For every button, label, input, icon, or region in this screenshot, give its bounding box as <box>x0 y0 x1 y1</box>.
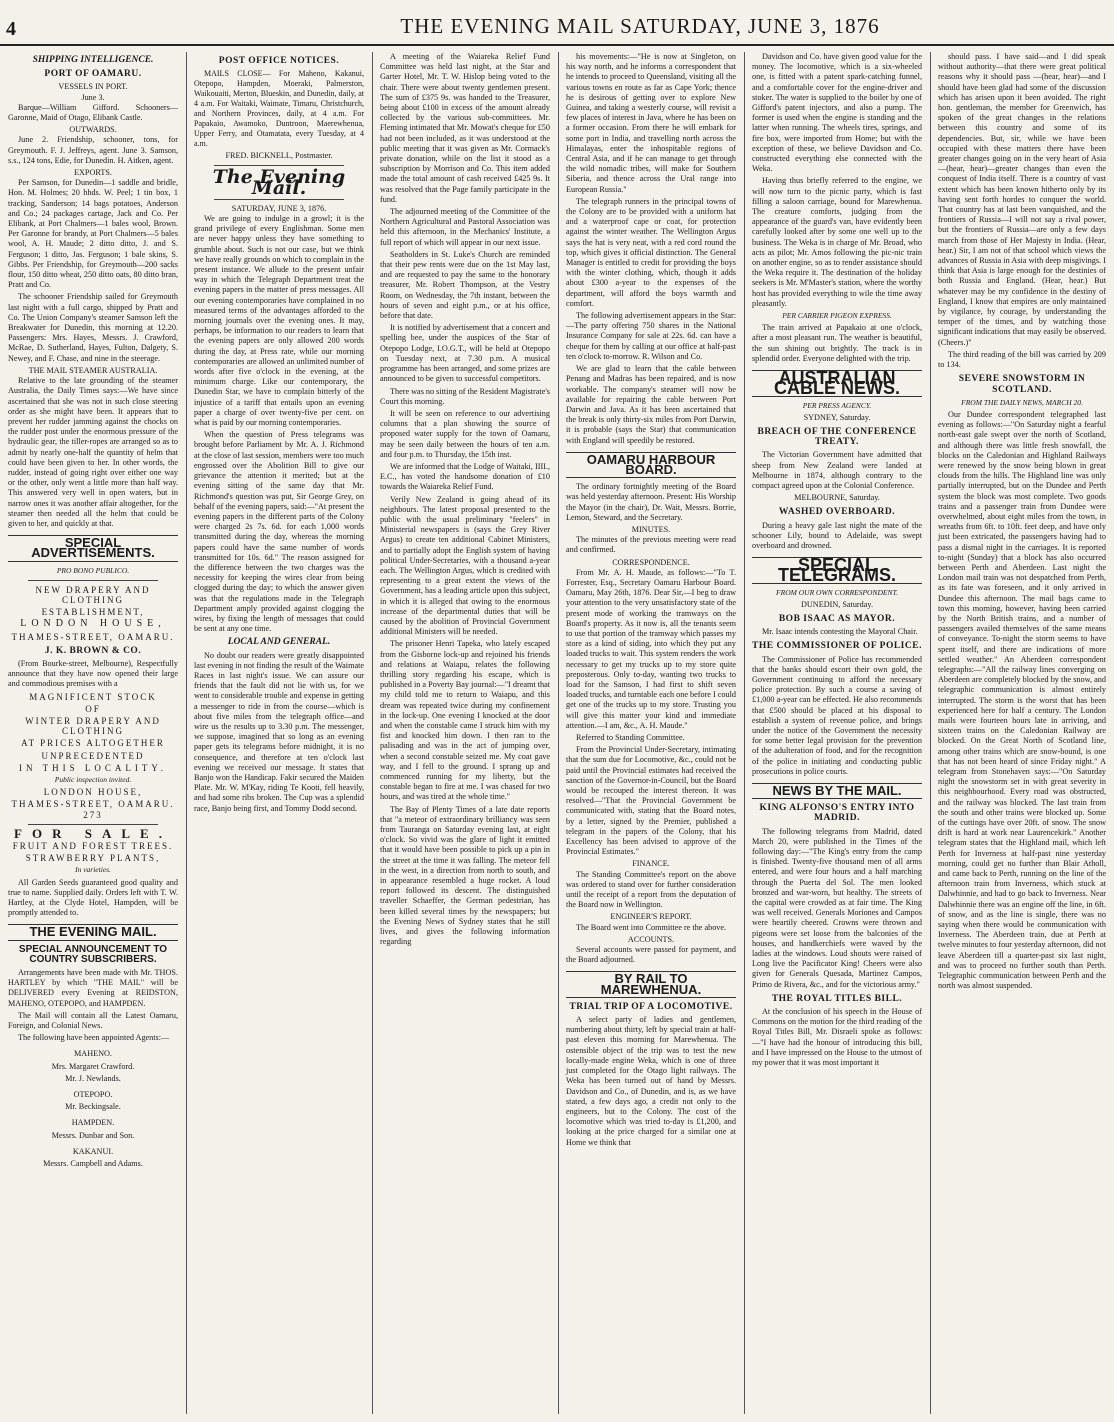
alfonso-paragraph: The following telegrams from Madrid, dated March 20, were published in the Times of the following day:—"The King's entry from the camp is finished. Twenty-five thousand men of all arms entered, and were four hours and a half marching through the Puerta del Sol. The men looked bronzed and war-worn, but healthy. The streets of the capital were crowded as at fair time. The King was well received. Generals Moriones and Campos were heartily cheered. Crowns were thrown and pigeons were set loose from the balconies of the houses, and handkerchiefs were waved by the ladies at the windows. Loud shouts were raised of Long live the Pacificator King! Cheers were also given for Generals Quesada, Martinez Campos, Primo de Rivera, &c., and for the victorious army." <box>752 826 922 989</box>
bob-isaac-title: BOB ISAAC AS MAYOR. <box>778 613 896 624</box>
agent-place: HAMPDEN. <box>71 1118 115 1128</box>
washed-title: WASHED OVERBOARD. <box>778 507 896 518</box>
drapery-line-1: NEW DRAPERY AND CLOTHING <box>35 584 151 605</box>
harbour-board-banner: OAMARU HARBOUR BOARD. <box>566 452 736 478</box>
pigeon-title: PER CARRIER PIGEON EXPRESS. <box>782 311 892 321</box>
magnificent-stock: MAGNIFICENT STOCK <box>29 691 157 702</box>
post-office-notice: MAILS CLOSE— For Maheno, Kakanui, Otepopo, Hampden, Moeraki, Palmerston, Waikouaiti, Merton, Blueskin, and Dunedin, daily, at 4 a.m. For Waitaki, Waimate, Timaru, Christchurch, and Northern Provinces, daily, at 4 a.m. For Papakaio, Awamoko, Duntroon, Maerewhenua, Upper Ferry, and Otamatata, every Tuesday, at 4 a.m. <box>194 69 364 149</box>
agent-name: Mr. Beckingsale. <box>65 1102 121 1112</box>
engineer-paragraph: The Board went into Committee re the above. <box>576 922 727 932</box>
column-3 <box>376 52 554 1414</box>
column-rule <box>930 52 931 1414</box>
cable-news-banner: AUSTRALIAN CABLE NEWS. <box>752 370 922 396</box>
column-5 <box>748 52 926 1414</box>
divider <box>28 580 158 581</box>
traveller-paragraph: his movements:—"He is now at Singleton, on his way north, and he informs a correspondent that he intends to proceed to Queensland, visiting all the various towns en route as far as Cape York; thence he is desirous of getting over to explore New Guinea, and taking a westerly course, will revisit a few places of interest in Java, where he has been on a former occasion. From there he will embark for some port in India, and travelling north across the Himalayas, enter the inhospitable regions of Central Asia, and if he can manage to get through the wild nomadic tribes, will make for Southern Siberia, and thence across the Ural range into European Russia." <box>566 52 736 194</box>
picnic-paragraph: Having thus briefly referred to the engine, we will now turn to the picnic party, which is fast filling a saloon carriage, bound for Marewhenua. The creature comforts, judging from the appearance of the guard's van, have evidently been carefully looked after by some one well up to the business. The Weka is in charge of Mr. Broad, who acts as pilot; Mr. Amos following the pic-nic train on another engine, so as to render assistance should the Weka require it. The destination of the holiday seekers is Mr. M'Master's station, where the worthy host has provided everything to wile the time away pleasantly. <box>752 176 922 308</box>
dunedin-dateline: DUNEDIN, Saturday. <box>800 599 873 609</box>
exports-list: Per Samson, for Dunedin—1 saddle and bridle, Hon. M. Holmes; 20 hhds. W. Peel; 1 tin box, 1 tracking, Sanderson; 14 bags potatoes, Anderson and Co.; 24 packages cartage, Jack and Co. Per Elibank, at Port Chalmers—1 bales wool, Brown. Per Garonne for brandy, at Port Chalmers—5 bales wool, A. H. Maude; 2 ditto ditto, J. and S. Ferguson; 1 ditto, Jas. Ferguson; 1 bale skins, S. Gibbs. Per Friendship, for Greymouth—200 sacks flour, 150 ditto wheat, 250 ditto oats, 80 ditto bran, Pratt and Co. <box>8 178 178 290</box>
thames-street-2: THAMES-STREET, OAMARU. 273 <box>11 799 175 820</box>
accounts-title: ACCOUNTS. <box>627 934 675 944</box>
cable-paragraph: We are glad to learn that the cable between Penang and Madras has been repaired, and is now workable. The company's steamer will now be available for repairing the cable between Port Darwin and Java. As it has been ascertained that the break is only thirty-six miles from Port Darwin, it is probable (says the Star) that communication with England will speedily be restored. <box>566 364 736 445</box>
masthead <box>0 0 1114 46</box>
church-paragraph: Seatholders in St. Luke's Church are reminded that their pew rents were due on the 1st May last, and are requested to pay the same to the honorary treasurer, Mr. Robert Thompson, at the Vestry Room, on Wednesday, the 7th instant, between the hours of seven and eight p.m., or at his office, before that date. <box>380 249 550 321</box>
lodge-paragraph: We are informed that the Lodge of Waitaki, IIII., E.C., has voted the handsome donation of £10 towards the Waiareka Relief Fund. <box>380 461 550 492</box>
winter-drapery: WINTER DRAPERY AND CLOTHING <box>25 715 161 737</box>
royal-titles-paragraph: At the conclusion of his speech in the House of Commons on the motion for the third reading of the Royal Titles Bill, Mr. Disraeli spoke as follows:—"I have had the honour of introducing this bill, and I have impressed on the House to the utmost of my power that it was most important it <box>752 1007 922 1068</box>
paper-masthead: The Evening Mail. <box>212 166 346 199</box>
column-rule <box>744 52 745 1414</box>
editorial-date: SATURDAY, JUNE 3, 1876. <box>231 203 327 213</box>
exports-title: EXPORTS. <box>74 168 112 178</box>
agent-place: OTEPOPO. <box>73 1090 113 1100</box>
washed-paragraph: During a heavy gale last night the mate of the schooner Lily, bound to Adelaide, was swept overboard and drowned. <box>752 520 922 550</box>
breach-paragraph: The Victorian Government have admitted that sheep from New Zealand were landed at Melbourne in 1874, although contrary to the compact agreed upon at the Colonial Conference. <box>752 450 922 490</box>
news-mail-banner: NEWS BY THE MAIL. <box>752 783 922 799</box>
breach-title: BREACH OF THE CONFERENCE TREATY. <box>757 426 917 448</box>
agricultural-paragraph: The adjourned meeting of the Committee of the Northern Agricultural and Pastoral Association was held this afternoon, in the Mechanics' Institute, a full report of which will appear in our next issue. <box>380 207 550 247</box>
in-this-locality: IN THIS LOCALITY. <box>19 762 167 773</box>
for-sale: FOR SALE. <box>14 825 172 841</box>
pro-bono: PRO BONO PUBLICO. <box>56 565 130 575</box>
agent-name: Mr. J. Newlands. <box>65 1073 121 1083</box>
prisoner-paragraph: The prisoner Henri Tapeka, who lately escaped from the Gisborne lock-up and rejoined his friends and relations at Waiapu, relates the following thrilling story regarding his escape, which is published in a Poverty Bay journal:—"I dreamt that my child told me to return to Waiapu, and this dream was repeated twice during my confinement in the lock-up. One evening I knocked at the door and when the constable came I struck him with my fist and knocked him down. I then ran to the palisading and was in the act of jumping over, when a second constable seized me. My coat gave way, and I fell to the ground. I sprang up and commenced running for my liberty, but the constable began to fire at me. I was chased for two hours, and was tired at the whole time." <box>380 639 550 802</box>
brown-paragraph: (From Bourke-street, Melbourne), Respectfully announce that they have now opened their large and commodious premises with a <box>8 658 178 689</box>
police-title: THE COMMISSIONER OF POLICE. <box>752 641 922 652</box>
port-title: PORT OF OAMARU. <box>44 69 142 80</box>
special-ads-banner: SPECIAL ADVERTISEMENTS. <box>8 535 178 561</box>
fruit-trees: FRUIT AND FOREST TREES. <box>12 841 174 852</box>
royal-titles-title: THE ROYAL TITLES BILL. <box>771 993 903 1004</box>
column-1 <box>4 52 182 1414</box>
postmaster: FRED. BICKNELL, Postmaster. <box>225 151 333 161</box>
in-varieties: In varieties. <box>75 865 111 875</box>
vessels-title: VESSELS IN PORT. <box>58 82 128 92</box>
column-6 <box>934 52 1110 1414</box>
of-line: OF <box>85 703 101 714</box>
mail-steamer-title: THE MAIL STEAMER AUSTRALIA. <box>28 365 158 375</box>
shipping-title: SHIPPING INTELLIGENCE. <box>32 55 154 65</box>
special-telegrams-banner: SPECIAL TELEGRAMS. <box>752 557 922 583</box>
post-office-title: POST OFFICE NOTICES. <box>218 56 340 66</box>
snowstorm-title: SEVERE SNOWSTORM IN SCOTLAND. <box>958 374 1086 395</box>
london-house-2: LONDON HOUSE, <box>43 787 143 798</box>
column-4 <box>562 52 740 1414</box>
announcement-banner: SPECIAL ANNOUNCEMENT TO COUNTRY SUBSCRIBERS. <box>18 943 168 965</box>
rail-banner: BY RAIL TO MAREWHENUA. <box>566 971 736 997</box>
insurance-paragraph: The following advertisement appears in the Star:—The party offering 750 shares in the National Insurance Company for sale at 22s. 6d. can have a cheque for them by calling at our office at half-past ten o'clock to-morrow. R. Wilson and Co. <box>566 311 736 361</box>
london-house: LONDON HOUSE, <box>20 618 166 630</box>
arrangements: Arrangements have been made with Mr. THOS. HARTLEY by which "THE MAIL" will be DELIVERED every Evening at REIDSTON, MAHENO, OTEPOPO, and HAMPDEN. <box>8 968 178 1008</box>
bob-isaac-paragraph: Mr. Isaac intends contesting the Mayoral Chair. <box>762 627 918 637</box>
thames-street: THAMES-STREET, OAMARU. <box>11 631 175 642</box>
referred-line: Referred to Standing Committee. <box>576 733 685 742</box>
divider <box>214 199 344 200</box>
vessels-list: Barque—William Gifford. Schooners—Garonne, Maid of Otago, Elibank Castle. <box>8 102 178 123</box>
following-agents: The following have been appointed Agents:— <box>18 1033 170 1043</box>
outwards-list: June 2. Friendship, schooner, tons, for Greymouth. F. J. Jeffreys, agent. June 3. Samson, s.s., 124 tons, Edie, for Dunedin. H. Aitken, agent. <box>8 135 178 165</box>
telegraph-runners-paragraph: The telegraph runners in the principal towns of the Colony are to be provided with a uniform hat and a waterproof cape or coat, for protection against the winter weather. The Wellington Argus says the hat is very neat, with a red cord round the top, which gives it official distinction. The General Manager is entitled to credit for providing the boys with the winter clothing, which, though it adds about £300 a-year to the expenses of the department, will afford the boys warmth and comfort. <box>566 196 736 308</box>
court-paragraph: There was no sitting of the Resident Magistrate's Court this morning. <box>380 386 550 406</box>
column-rule <box>372 52 373 1414</box>
ministers-paragraph: Verily New Zealand is going ahead of its neighbours. The latest proposal presented to the public with the usual preliminary "feelers" in Ministerial newspapers is (says the Grey River Argus) to create ten additional Cabinet Ministers, and to partially adopt the English system of having political Under-Secretaries, with a thousand a-year each. The Wellington Argus, which is credited with representing to a great extent the views of the Government, has a leading article upon this subject, in which it is alleged that owing to the enormous increase of the departmental duties that will be caused by the abolition of Provincial Government additional Ministers will be needed. <box>380 494 550 637</box>
garden-seeds: All Garden Seeds guaranteed good quality and true to name. Supplied daily. Orders left with T. W. Hartley, at the Clyde Hotel, Hampden, will be promptly attended to. <box>8 877 178 918</box>
snowstorm-source: FROM THE DAILY NEWS, MARCH 20. <box>961 397 1083 407</box>
disraeli-paragraph: should pass. I have said—and I did speak without authority—that there were great political reasons why it should pass —(hear, hear)—and I should have been glad had some of the discussion which has arisen upon it been avoided. The right hon. gentleman, the member for Greenwich, has spoken of the great changes in the relations between this country and some of its dependencies. But, sir, while we have been occupied with these matters there have been greater changes going on in the very heart of Asia—(hear, hear)—greater changes than even the conquest of India itself. There is a country of vast extent which has been known hitherto only by its having sent forth hordes to conquer the world. That country has at last been vanquished, and the frontiers of Russia—I will not say a rival power, but the frontiers of Russia—are only a few days march from those of Her Majesty in India. (Hear, hear.) Sir, I am not of that school which views the advances of Russia in Asia with deep misgivings. I think that Asia is large enough for the destinies of both Russia and England. (Hear, hear.) But whatever may be my confidence in the destiny of England, I know that empires are only maintained by vigilance, by courage, by understanding the temper of the times, and by watching those significant indications that may easily be observed. (Cheers.)" <box>938 52 1106 347</box>
schooner-paragraph: The schooner Friendship sailed for Greymouth last night with a full cargo, shipped by Pratt and Co. The Union Company's steamer Samson left the Breakwater for Dunedin, this morning at 12.20. Passengers: Mrs. Hayes, Messrs. J. Crawford, McRae, D. Sutherland, Hayes, Fulton, Dalgety, S. Newey, and F. Chase, and nine in the steerage. <box>8 292 178 363</box>
editorial-paragraph: We are going to indulge in a growl; it is the grand privilege of every Englishman. Some men are never happy unless they have something to grumble about. Such is not our case, but we think we have really grounds on which to complain in the present instance. We allude to the present unfair way in which the Telegraph Department treat the evening papers in the matter of press messages. All our evening contemporaries have complained in no measured terms of the advantages afforded to the morning journals over the evening ones. It may, perhaps, be information to our readers to learn that the evening papers are only allowed 200 words during the day, at Press rate, while our morning contemporaries are allowed an unlimited number of words after five o'clock in the evening, at the minimum charge. Like our contemporary, the Dunedin Star, we have to complain bitterly of the injustice of a tariff that entails upon an evening paper a charge of over twenty-five per cent. on what is paid by our morning contemporaries. <box>194 214 364 428</box>
press-agency: PER PRESS AGENCY. <box>802 400 872 410</box>
evening-mail-banner: THE EVENING MAIL. <box>8 924 178 940</box>
agent-place: MAHENO. <box>74 1049 112 1059</box>
third-reading-paragraph: The third reading of the bill was carried by 209 to 134. <box>938 349 1106 370</box>
column-2 <box>190 52 368 1414</box>
locomotive-paragraph: Davidson and Co. have given good value for the money. The locomotive, which is a six-wheeled one, is fitted with a patent spark-catching funnel, and a comfortable cover for the engine-driver and stoker. The water is supplied to the boiler by one of Gifford's patent injectors, and also a pump. The former is used when the engine is standing and the latter when running. The wheels tires, springs, and fire box, were imported from Home; but with the exception of these, we believe Davidson and Co. constructed everything else connected with the Weka. <box>752 52 922 174</box>
page-number: 4 <box>6 18 16 40</box>
public-inspection: Public inspection invited. <box>54 775 132 784</box>
newspaper-headline: THE EVENING MAIL SATURDAY, JUNE 3, 1876 <box>400 14 880 38</box>
mail-steamer-paragraph: Relative to the late grounding of the steamer Australia, the Daily Times says:—We have since ascertained that she was not in such close steering order as she might have been. It appears that to prevent her rudder jamming against the chocks on the rudder post under the enormous pressure of the hydraulic gear, the tiller-ropes are arranged so as to admit by nearly one-half the quantity of helm that could have been given to her. In other words, the rudder, instead of going right over either one way or the other, only went a little more than half way. This answered very well in open waters, but in narrow ones it was another affair altogether, for the steamer then needed all the helm that could be given to her, and quickly at that. <box>8 376 178 528</box>
local-general-title: LOCAL AND GENERAL. <box>227 637 331 648</box>
concert-paragraph: It is notified by advertisement that a concert and spelling bee, under the auspices of the Star of Otepopo Lodge, I.O.G.T., will be held at Otepopo on Tuesday next, at 7.30 p.m. A musical programme has been arranged, and some prizes are announced to be given to successful competitors. <box>380 323 550 384</box>
brown-company: J. K. BROWN & CO. <box>44 645 142 656</box>
minutes-title: MINUTES. <box>631 524 671 534</box>
agent-name: Mrs. Margaret Crawford. <box>51 1061 135 1071</box>
at-prices: AT PRICES ALTOGETHER <box>21 738 165 749</box>
drapery-line-2: ESTABLISHMENT, <box>41 607 145 618</box>
minutes-paragraph: The minutes of the previous meeting were read and confirmed. <box>566 535 736 555</box>
accounts-paragraph: Several accounts were passed for payment, and the Board adjourned. <box>566 945 736 965</box>
agent-name: Messrs. Dunbar and Son. <box>51 1130 135 1140</box>
police-paragraph: The Commissioner of Police has recommended that the banks should escort their own gold, the Government continuing to afford the necessary police protection. By such a course a saving of £1,000 a-year can be effected. He also recommends that £500 should be placed at his disposal to establish a system of revenue police, and brings under the notice of the Government the necessity for some better legal provision for the prevention of the adulteration of food, and for the recognition of the police in initiating and conducting public prosecutions in police courts. <box>752 654 922 776</box>
outwards-title: OUTWARDS. <box>69 125 117 135</box>
trial-title: TRIAL TRIP OF A LOCOMOTIVE. <box>569 1001 733 1012</box>
vessels-date: June 3. <box>81 92 105 102</box>
column-rule <box>186 52 187 1414</box>
meteor-paragraph: The Bay of Plenty Times of a late date reports that "a meteor of extraordinary brilliancy was seen from Tauranga on Saturday evening last, at eight o'clock. So vivid was the glare of light it emitted that it would have been possible to pick up a pin in the street at the time it was falling. The meteor fell in the west, in a direction from north to south, and in appearance resembled a huge rocket. A loud report followed its descent. The distinguished traveller Schaeffer, the German pedestrian, has been killed several times by the newspapers; but the Evening News of Sydney states that he still lives, and gives the following information regarding <box>380 804 550 947</box>
agent-name: Messrs. Campbell and Adams. <box>43 1159 143 1169</box>
finance-paragraph: The Standing Committee's report on the above was ordered to stand over for further consideration until the receipt of a report from the deputation of the Board now in Wellington. <box>566 869 736 910</box>
local-paragraph: No doubt our readers were greatly disappointed last evening in not finding the result of the Waimate Races in last night's issue. We can assure our friends that the fault did not lie with us, for we went to considerable trouble and expense in getting a messenger to ride in from the course—which is about five miles from the telegraph office—and wire us the results up to 3.30 p.m. The messenger, we suppose, imagined that so long as an evening paper gets its telegrams before midnight, it is no consequence, and therefore at ten o'clock last evening we received our message. It states that Banjo won the Handicap. Fakir secured the Maiden Plate. Mr. W. M'Kay, riding Te Kooti, fell heavily, and had some ribs broken. The Cup was a splendid race, Banjo being first, and Tommy Dodd second. <box>194 650 364 813</box>
unprecedented: UNPRECEDENTED <box>41 750 145 761</box>
water-supply-paragraph: It will be seen on reference to our advertising columns that a plan showing the source of proposed water supply for the town of Oamaru, may be seen daily between the hours of ten a.m. and four p.m. to Thursday, the 15th inst. <box>380 408 550 459</box>
latest-news: The Mail will contain all the Latest Oamaru, Foreign, and Colonial News. <box>8 1010 178 1031</box>
correspondence-title: CORRESPONDENCE. <box>612 557 690 567</box>
finance-title: FINANCE. <box>632 859 670 869</box>
sydney-dateline: SYDNEY, Saturday. <box>803 412 871 422</box>
harbour-paragraph: The ordinary fortnightly meeting of the Board was held yesterday afternoon. Present: His Worship the Mayor (in the chair), Dr. Wait, Messrs. Borrie, Lemon, Steward, and the Secretary. <box>566 482 736 522</box>
divider <box>28 824 158 825</box>
editorial-paragraph: When the question of Press telegrams was brought before Parliament by Mr. A. J. Richmond at the close of last session, members were too much engrossed over the Abolition Bill to give our grievance the attention it merited; but at the evening sitting of the same day that Mr. Richmond's question was put, Sir George Grey, on behalf of the evening papers, said:—"At present the evening papers in the different parts of the Colony were charged 2s 7s. 6d. for each 1,000 words transmitted during the day, whereas the morning papers could have the same number of words transmitted for 10s. 6d." The reason assigned for the difference between the two charges was the necessity for keeping the wires clear from being clogged during the day; to which the answer given was that the regulations made in the Telegraph Department amply provided against clogging the wires, by fixing the length of messages that could be sent at any one time. <box>194 430 364 634</box>
trial-paragraph: A select party of ladies and gentlemen, numbering about thirty, left by special train at half-past eleven this morning for Marewhenua. The ostensible object of the trip was to test the new locally-made engine Weka, which is one of three just completed for the Otago light railways. The Weka has been turned out of hand by Messrs. Davidson and Co., of Dunedin, and is, as we have stated, a few days ago, a credit not only to the engineers, but to the Colony. The cost of the locomotive which was tried to-day is £1,200, and looking at the price charged for a similar one at Home we think that <box>566 1015 736 1147</box>
column-rule <box>558 52 559 1414</box>
melbourne-dateline: MELBOURNE, Saturday. <box>794 493 880 503</box>
provincial-paragraph: From the Provincial Under-Secretary, intimating that the sum due for Locomotive, &c., could not be paid until the Provincial estimates had received the sanction of the Governor-in-Council, but the Board would be recouped the interest thereon. It was resolved—"That the Provincial Government be communicated with, stating that the Board notes, by a letter, signed by the Premier, published a telegram in the papers of the Colony, that his Excellency has been advised to approve of the Provincial Estimates." <box>566 745 736 857</box>
agent-place: KAKANUI. <box>72 1146 114 1156</box>
strawberry-plants: STRAWBERRY PLANTS, <box>25 853 161 864</box>
correspondence-paragraph: From Mr. A. H. Maude, as follows:—"To T. Forrester, Esq., Secretary Oamaru Harbour Board. Oamaru, May 26th, 1876. Dear Sir,—I beg to draw your attention to the very unsatisfactory state of the present mode of working the tramways on the Board's property. As it now is, all the tenants seem to use that portion of the tramway which passes my store as a kind of siding, into which they put any loaded trucks to wait. This system renders the work necessary to get my trucks up to my store quite preposterous. Only to-day, wanting two trucks to load for the Samson, I had first to shift seven loaded trucks, and turntable each one before I could get one of the trucks up to my store. Trusting you will give this matter your kind and immediate attention.—I am, &c., A. H. Maude." <box>566 567 736 730</box>
snowstorm-paragraph: Our Dundee correspondent telegraphed last evening as follows:—"On Saturday night a fearful north-east gale swept over the north of Scotland, and although there was little fresh snowfall, the blocks on the Caledonian and Highland Railways were renewed by the snow being blown in great clouds from the hills. The Highland line was only partially interrupted, but on the Dundee and Perth system the block was most complete. Two goods trains and a passenger train from Dundee were overwhelmed, about eight miles from the town, in wreaths from 6ft. to 10ft. feet deep, and have only just been extricated, the passengers having had to pass a dismal night in the carriages. It is reported to-night (Sunday) that a block has also occurred between Perth and Aberdeen. Last night the London mail train was not despatched from Perth, as its fate was foreseen, and it only arrived in Dundee this afternoon. The mail bags came to town this morning, however, having been carried by the North British trains, and a number of passengers availed themselves of the same means of conveyance. To-night the storm seems to have spent itself, and there are indications of more settled weather." An Aberdeen correspondent telegraphs:—"All the railway lines converging on Aberdeen are completely blocked by the snow, and telegraphic communication is almost entirely interrupted. The storm is the worst that has been experienced here for half a century. The London mails were fourteen hours late in arriving, and sixteen trains on the Caledonian Railway are blocked. On the Great North of Scotland line, among other trains which are snow-bound, is one that has not been heard of since Friday night." A telegram from Stonehaven says:—"On Saturday night the snowstorm set in with great severity in this neighbourhood. Every road was obstructed, and the railway was blocked. The last train from the south and other trains were blocked up. Some of the cuttings have over 20ft. of snow. The snow drift is hard at work near Laurencekirk." Another telegram states that the Highland mail, which left Perth for Inverness at half-past nine yesterday morning, could get no further than Blair Atholl, and came back to Perth, running on the line of the afternoon train from Inverness, which stuck at Dalwhinnie, and had to go back to Inverness. Near Dalwhinnie there was an engine off the line, in 6ft. of snow, and as the line is single, there was no saying when there would be communication with Inverness. The Aberdeen train, due at Perth at twelve minutes to four yesterday afternoon, did not leave Aberdeen till a quarter-past six last night, and was to proceed no further south than Perth. Telegraphic communication between Perth and the north was almost suspended. <box>938 409 1106 991</box>
pigeon-paragraph: The train arrived at Papakaio at one o'clock, after a most pleasant run. The weather is beautiful, the sun shining out brightly. The track is in splendid order. Everyone delighted with the trip. <box>752 323 922 363</box>
relief-fund-paragraph: A meeting of the Waiareka Relief Fund Committee was held last night, at the Star and Garter Hotel, Mr. T. W. Hislop being voted to the chair. There were about twenty gentlemen present. The sum of £375 9s. was handed to the Treasurer, being about £100 in excess of the amount already collected by the various sub-committees. Mr. Fleming intimated that Mr. Mowat's cheque for £50 had not been included, as it was understood at the public meeting that it was given as Mr. Cormack's private donation, while on the list it stood as a subscription by Morrison and Co. This item added made the total amount of cash received £425 9s. It was resolved that the Page family participate in the fund. <box>380 52 550 204</box>
own-correspondent: FROM OUR OWN CORRESPONDENT. <box>776 587 898 597</box>
engineer-title: ENGINEER'S REPORT. <box>610 912 692 922</box>
alfonso-title: KING ALFONSO'S ENTRY INTO MADRID. <box>759 803 915 824</box>
